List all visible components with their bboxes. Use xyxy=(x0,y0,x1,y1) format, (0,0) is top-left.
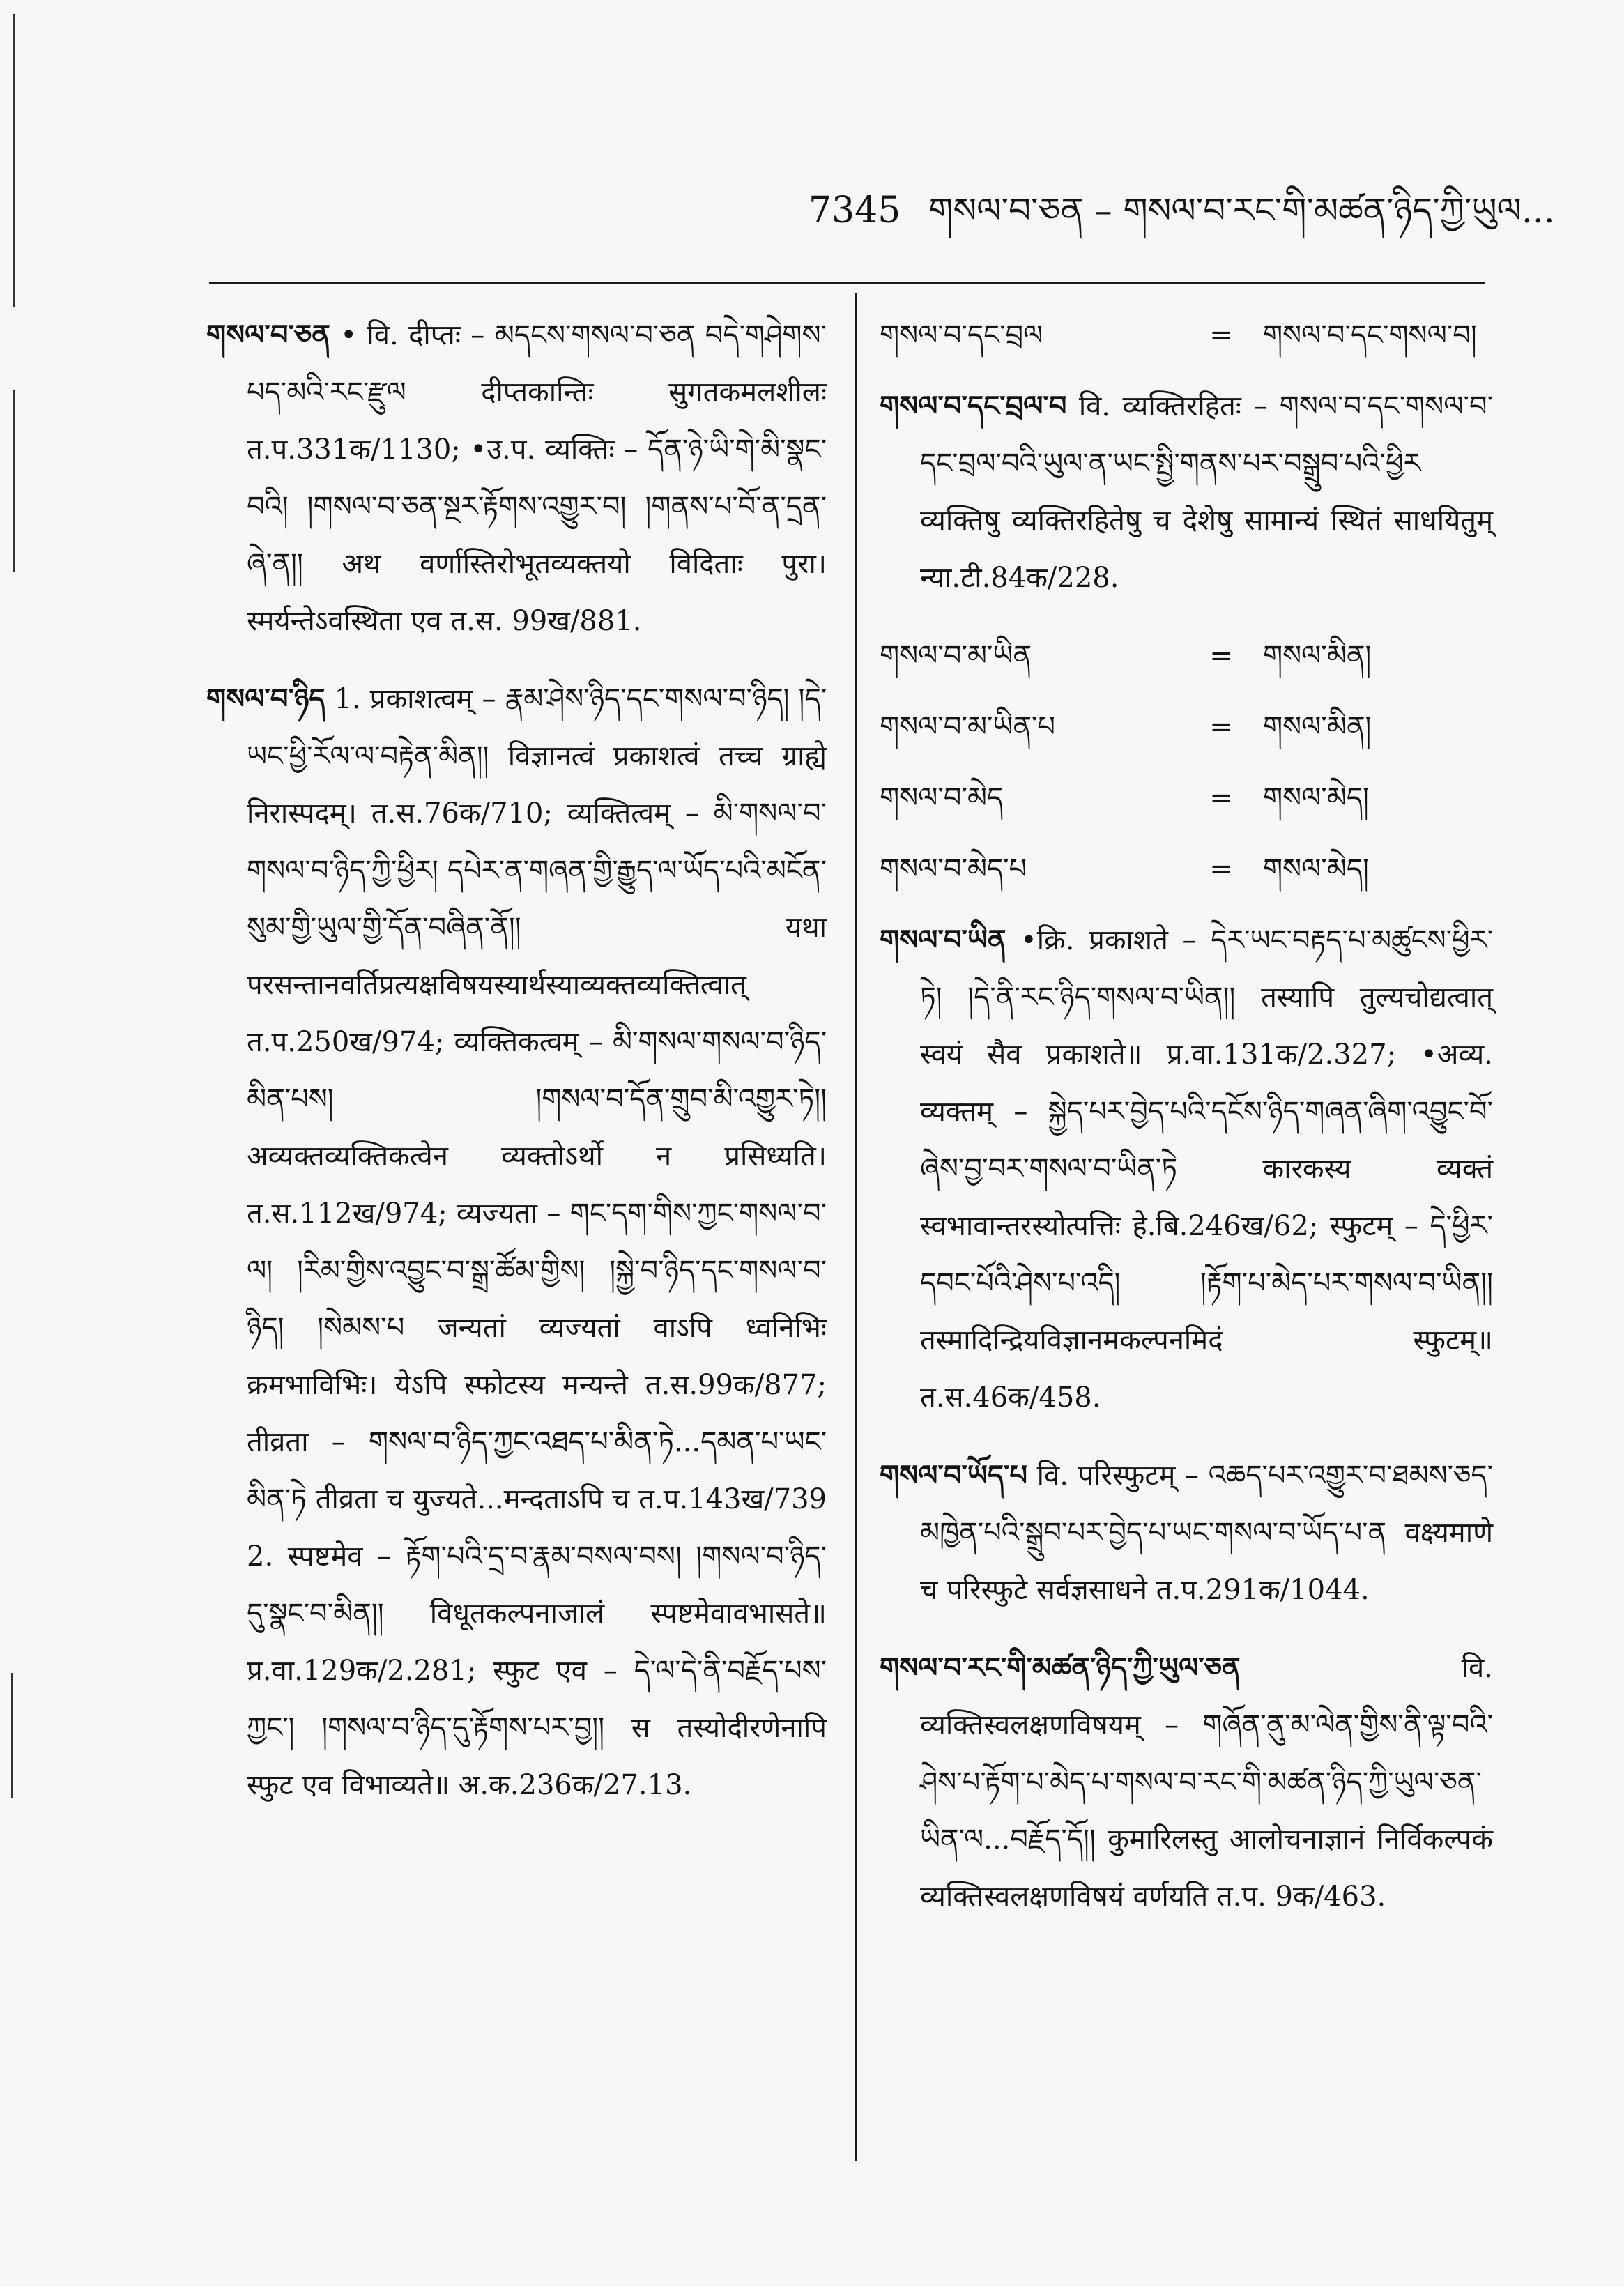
xref-headword: གསལ་བ་མ་ཡིན་པ xyxy=(880,711,1056,743)
column-divider xyxy=(855,293,857,2161)
xref-headword: གསལ་བ་མེད་པ xyxy=(880,853,1027,885)
page-number: 7345 xyxy=(809,190,901,231)
xref-headword: གསལ་བ་མ་ཡིན xyxy=(880,640,1032,672)
xref-target: གསལ་བ་དང་གསལ་བ། xyxy=(1263,319,1477,351)
left-column xyxy=(206,307,827,1835)
xref-target: གསལ་མིན། xyxy=(1263,640,1372,672)
running-header xyxy=(809,183,1555,238)
xref-target: གསལ་མིན། xyxy=(1263,711,1372,743)
scan-margin-mark xyxy=(13,14,15,307)
xref-equals: = xyxy=(1209,711,1233,743)
entry-headword: གསལ་བ་ཡིན xyxy=(880,924,1006,956)
xref-headword: གསལ་བ་དང་བྲལ xyxy=(880,319,1043,351)
cross-reference xyxy=(880,841,1493,898)
cross-reference xyxy=(880,307,1493,364)
dictionary-entry xyxy=(880,378,1493,606)
entry-body: 1. प्रकाशत्वम् – རྣམ་ཤེས་ཉིད་དང་གསལ་བ་ཉིད། །དེ་ཡང་ཕྱི་རོལ་ལ་བརྟེན་མིན།། विज्ञानत्वं प्रकाशत्वं तच्च ग्राह्ये निरास्पदम्। त.स.76क/710; व्यक्तित्वम् – མི་གསལ་བ་གསལ་བ་ཉིད་ཀྱི་ཕྱིར། དཔེར་ན་གཞན་གྱི་རྒྱུད་ལ་ཡོད་པའི་མངོན་སུམ་གྱི་ཡུལ་གྱི་དོན་བཞིན་ནོ།། यथा परसन्तानवर्तिप्रत्यक्षविषयस्यार्थस्याव्यक्तव्यक्तित्वात् त.प.250ख/974; व्यक्तिकत्वम् – མི་གསལ་གསལ་བ་ཉིད་མིན་པས། །གསལ་བ་དོན་གྲུབ་མི་འགྱུར་ཏེ།། अव्यक्तव्यक्तिकत्वेन व्यक्तोऽर्थो न प्रसिध्यति। त.स.112ख/974; व्यज्यता – གང་དག་གིས་ཀྱང་གསལ་བ་ལ། །རིམ་གྱིས་འབྱུང་བ་སྒྲ་ཚོམ་གྱིས། །སྐྱེ་བ་ཉིད་དང་གསལ་བ་ཉིད། །སེམས་པ जन्यतां व्यज्यतां वाऽपि ध्वनिभिः क्रमभाविभिः। येऽपि स्फोटस्य मन्यन्ते त.स.99क/877; तीव्रता – གསལ་བ་ཉིད་ཀྱང་འཐད་པ་མིན་ཏེ...དམན་པ་ཡང་མིན་ཏེ तीव्रता च युज्यते...मन्दताऽपि च त.प.143ख/739 2. स्पष्टमेव – རྟོག་པའི་དྲ་བ་རྣམ་བསལ་བས། །གསལ་བ་ཉིད་དུ་སྣང་བ་མིན།། विधूतकल्पनाजालं स्पष्टमेवावभासते॥ प्र.वा.129क/2.281; स्फुट एव – དེ་ལ་དེ་ནི་བརྗོད་པས་ཀྱང་། །གསལ་བ་ཉིད་དུ་རྟོགས་པར་བྱ།། स तस्योदीरणेनापि स्फुट एव विभाव्यते॥ अ.क.236क/27.13. xyxy=(247,683,827,1801)
xref-equals: = xyxy=(1209,782,1233,814)
entry-headword: གསལ་བ་རང་གི་མཚན་ཉིད་ཀྱི་ཡུལ་ཅན xyxy=(880,1651,1241,1684)
entry-body: वि. व्यक्तिरहितः – གསལ་བ་དང་གསལ་བ་དང་བྲལ་བའི་ཡུལ་ན་ཡང་སྤྱི་གནས་པར་བསྒྲུབ་པའི་ཕྱིར व्यक्तिषु व्यक्तिरहितेषु च देशेषु सामान्यं स्थितं साधयितुम् न्या.टी.84क/228. xyxy=(920,390,1493,594)
scan-margin-mark xyxy=(13,390,15,572)
cross-reference xyxy=(880,698,1493,756)
dictionary-entry xyxy=(880,1639,1493,1925)
xref-equals: = xyxy=(1209,319,1233,351)
header-rule xyxy=(209,282,1485,284)
entry-body: • वि. दीप्तः – མདངས་གསལ་བ་ཅན བདེ་གཤེགས་པད་མའི་རང་རྫུལ दीप्तकान्तिः सुगतकमलशीलः त.प.331क/1130; •उ.प. व्यक्तिः – དོན་ཉེ་ཡི་གེ་མི་སྣང་བའི། །གསལ་བ་ཅན་སྔར་རྟོགས་འགྱུར་བ། །གནས་པ་བོ་ན་དྲན་ཞེ་ན།། अथ वर्णास्तिरोभूतव्यक्तयो विदिताः पुरा। स्मर्यन्तेऽवस्थिता एव त.स. 99ख/881. xyxy=(247,319,827,637)
xref-target: གསལ་མེད། xyxy=(1263,782,1369,814)
xref-equals: = xyxy=(1209,853,1233,885)
entry-body: वि. व्यक्तिस्वलक्षणविषयम् – གཞོན་ནུ་མ་ལེན་གྱིས་ནི་ལྟ་བའི་ཤེས་པ་རྟོག་པ་མེད་པ་གསལ་བ་རང་གི་མཚན་ཉིད་ཀྱི་ཡུལ་ཅན་ཡིན་ལ...བརྗོད་དོ།། कुमारिलस्तु आलोचनाज्ञानं निर्विकल्पकं व्यक्तिस्वलक्षणविषयं वर्णयति त.प. 9क/463. xyxy=(920,1652,1493,1913)
running-title: གསལ་བ་ཅན – གསལ་བ་རང་གི་མཚན་ཉིད་ཀྱི་ཡུལ... xyxy=(928,190,1555,231)
scan-margin-mark xyxy=(11,1673,13,1798)
cross-reference xyxy=(880,770,1493,827)
entry-body: वि. परिस्फुटम् – འཆད་པར་འགྱུར་བ་ཐམས་ཅད་མཁྱེན་པའི་སྒྲུབ་པར་བྱེད་པ་ཡང་གསལ་བ་ཡོད་པ་ན वक्ष्यमाणे च परिस्फुटे सर्वज्ञसाधने त.प.291क/1044. xyxy=(920,1460,1493,1606)
dictionary-entry xyxy=(206,307,827,650)
dictionary-entry xyxy=(880,912,1493,1426)
xref-target: གསལ་མེད། xyxy=(1263,853,1369,885)
entry-headword: གསལ་བ་དང་བྲལ་བ xyxy=(880,390,1067,422)
entry-headword: གསལ་བ་ཡོད་པ xyxy=(880,1459,1028,1492)
entry-body: •क्रि. प्रकाशते – དེར་ཡང་བརྟད་པ་མཚུངས་ཕྱིར་ཏེ། །དེ་ནི་རང་ཉིད་གསལ་བ་ཡིན།། तस्यापि तुल्यचोद्यत्वात् स्वयं सैव प्रकाशते॥ प्र.वा.131क/2.327; •अव्य. व्यक्तम् – སྐྱེད་པར་བྱེད་པའི་དངོས་ཉིད་གཞན་ཞིག་འབྱུང་བོ་ཞེས་བྱ་བར་གསལ་བ་ཡིན་ཏེ कारकस्य व्यक्तं स्वभावान्तरस्योत्पत्तिः हे.बि.246ख/62; स्फुटम् – དེ་ཕྱིར་དབང་པོའི་ཤེས་པ་འདི། །རྟོག་པ་མེད་པར་གསལ་བ་ཡིན།། तस्मादिन्द्रियविज्ञानमकल्पनमिदं स्फुटम्॥ त.स.46क/458. xyxy=(920,924,1493,1414)
dictionary-entry xyxy=(880,1447,1493,1619)
entry-headword: གསལ་བ་ཅན xyxy=(206,319,330,351)
xref-equals: = xyxy=(1209,640,1233,672)
dictionary-entry xyxy=(206,671,827,1814)
right-column xyxy=(880,307,1493,1946)
xref-headword: གསལ་བ་མེད xyxy=(880,782,1004,814)
cross-reference xyxy=(880,627,1493,684)
entry-headword: གསལ་བ་ཉིད xyxy=(206,682,325,715)
